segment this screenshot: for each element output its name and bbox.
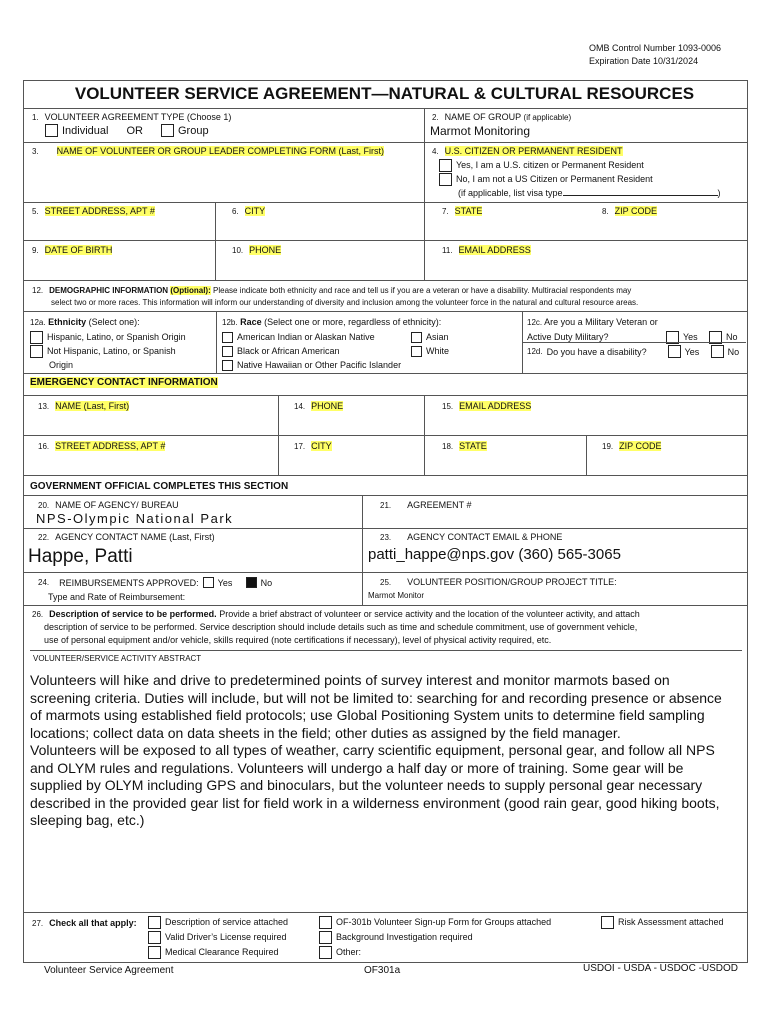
abstract-text[interactable] [30,672,725,830]
field-13-label: 13. NAME (Last, First) [38,401,130,411]
visa-type-label: (if applicable, list visa type [458,188,563,198]
citizen-yes-checkbox[interactable] [439,159,452,172]
field-20-label: 20. NAME OF AGENCY/ BUREAU [38,500,179,510]
asian-label: Asian [426,332,449,342]
field-26-instructions: 26. Description of service to be performed. Provide a brief abstract of volunteer or service activity and the location of the volunteer activity, and attach description of service to be performed. Service description should include details such as time and schedule commitment, use of government vehicle, use of personal equipment and/or vehicle, skills required (note certifications if necessary), level of physical activity required, etc. [32,609,640,645]
field-18-label: 18. STATE [442,441,487,451]
risk-assessment-checkbox[interactable] [601,916,614,929]
footer-form-number: OF301a [364,965,401,976]
ethnicity-section: 12a. Ethnicity (Select one): Hispanic, Latino, or Spanish Origin Not Hispanic, Latino, or Spanish Origin [30,317,186,370]
field-19-label: 19. ZIP CODE [602,441,662,451]
field-3-label: 3. NAME OF VOLUNTEER OR GROUP LEADER COMPLETING FORM (Last, First) [32,146,385,156]
field-11-label: 11. EMAIL ADDRESS [442,245,531,255]
disability-section: 12d. Do you have a disability? Yes No [527,346,740,357]
field-4-label: 4. U.S. CITIZEN OR PERMANENT RESIDENT [432,146,623,156]
agency-contact-email-value[interactable]: patti_happe@nps.gov (360) 565-3065 [368,546,621,563]
white-label: White [426,346,450,356]
footer-left: Volunteer Service Agreement [44,965,174,976]
other-checkbox[interactable] [319,946,332,959]
individual-checkbox[interactable] [45,124,58,137]
reimbursement-no-checkbox[interactable] [246,577,257,588]
description-attached-checkbox[interactable] [148,916,161,929]
field-12-intro: 12. DEMOGRAPHIC INFORMATION (Optional): Please indicate both ethnicity and race and tell us if you are a veteran or have a disability. Multiracial respondents may select two or more races. This information will inform our understanding of diversity and inclusion among the volunteer force in the natural and cultural resource areas. [32,286,639,307]
group-checkbox[interactable] [161,124,174,137]
citizen-no-label: No, I am not a US Citizen or Permanent Resident [456,174,653,184]
black-checkbox[interactable] [222,346,233,357]
hispanic-checkbox[interactable] [30,331,43,344]
expiration-date: Expiration Date 10/31/2024 [589,56,699,66]
field-27-label: 27. Check all that apply: [32,918,137,928]
of301b-checkbox[interactable] [319,916,332,929]
group-name-value[interactable]: Marmot Monitoring [430,124,531,138]
field-16-label: 16. STREET ADDRESS, APT # [38,441,166,451]
agency-contact-name-value[interactable]: Happe, Patti [28,546,133,567]
citizen-no-checkbox[interactable] [439,173,452,186]
emergency-heading: EMERGENCY CONTACT INFORMATION [30,377,218,388]
disability-yes-checkbox[interactable] [668,345,681,358]
drivers-license-checkbox[interactable] [148,931,161,944]
field-23-label: 23. AGENCY CONTACT EMAIL & PHONE [380,532,563,542]
or-label: OR [126,124,143,137]
background-investigation-checkbox[interactable] [319,931,332,944]
abstract-paragraph-1: Volunteers will hike and drive to predetermined points of survey interest and monitor marmots based on screening criteria. Duties will include, but will not be limited to: searching for and recording presence or absence of marmots using established field protocols; use Global Positioning System units to determine field sampling locations; collect data on data sheets in the field; other duties as assigned by the field manager. [30,672,722,741]
native-hawaiian-checkbox[interactable] [222,360,233,371]
reimbursement-type-label: Type and Rate of Reimbursement: [48,592,186,602]
american-indian-label: American Indian or Alaskan Native [237,332,375,342]
field-10-label: 10. PHONE [232,245,282,255]
footer-agencies: USDOI - USDA - USDOC -USDOD [583,963,739,974]
agency-value[interactable]: NPS-Olympic National Park [36,511,234,526]
field-15-label: 15. EMAIL ADDRESS [442,401,532,411]
gov-heading: GOVERNMENT OFFICIAL COMPLETES THIS SECTION [30,481,289,492]
veteran-section: 12c. Are you a Military Veteran or Active Duty Military? Yes No [527,317,738,342]
field-21-label: 21. AGREEMENT # [380,500,472,510]
black-label: Black or African American [237,346,340,356]
field-1-label: 1. VOLUNTEER AGREEMENT TYPE (Choose 1) [32,112,232,122]
american-indian-checkbox[interactable] [222,332,233,343]
native-hawaiian-label: Native Hawaiian or Other Pacific Islander [237,360,402,370]
race-section: 12b. Race (Select one or more, regardless of ethnicity): American Indian or Alaskan Native Asian Black or African American White Native Hawaiian or Other Pacific Islander [222,317,450,370]
agreement-type-options [45,124,209,137]
field-6-label: 6. CITY [232,206,266,216]
disability-no-checkbox[interactable] [711,345,724,358]
check-column-3: Risk Assessment attached [601,915,724,930]
not-hispanic-checkbox[interactable] [30,345,43,358]
group-label: Group [177,124,209,137]
field-17-label: 17. CITY [294,441,332,451]
position-title-value[interactable]: Marmot Monitor [368,591,425,600]
field-9-label: 9. DATE OF BIRTH [32,245,113,255]
field-22-label: 22. AGENCY CONTACT NAME (Last, First) [38,532,215,542]
visa-type-field[interactable] [563,186,718,196]
medical-clearance-checkbox[interactable] [148,946,161,959]
asian-checkbox[interactable] [411,332,422,343]
field-7-label: 7. STATE [442,206,483,216]
form-title: VOLUNTEER SERVICE AGREEMENT—NATURAL & CULTURAL RESOURCES [74,84,695,103]
citizen-yes-label: Yes, I am a U.S. citizen or Permanent Resident [456,160,644,170]
field-25-label: 25. VOLUNTEER POSITION/GROUP PROJECT TITLE: [380,577,617,587]
field-14-label: 14. PHONE [294,401,344,411]
omb-control-number: OMB Control Number 1093-0006 [589,43,722,53]
hispanic-label: Hispanic, Latino, or Spanish Origin [47,332,186,342]
white-checkbox[interactable] [411,346,422,357]
field-5-label: 5. STREET ADDRESS, APT # [32,206,155,216]
abstract-label: VOLUNTEER/SERVICE ACTIVITY ABSTRACT [33,654,202,663]
check-column-1: Description of service attached Valid Driver’s License required Medical Clearance Required [148,915,288,960]
individual-label: Individual [62,124,109,137]
field-8-label: 8. ZIP CODE [602,206,658,216]
citizen-options: Yes, I am a U.S. citizen or Permanent Resident No, I am not a US Citizen or Permanent Resident (if applicable, list visa type ) [439,158,721,200]
abstract-paragraph-2: Volunteers will be exposed to all types of weather, carry scientific equipment, personal gear, and follow all NPS and OLYM rules and regulations. Volunteers will undergo a half day or more of training. Some gear will be supplied by OLYM including GPS and binoculars, but the volunteer needs to supply personal gear necessary described in the provided gear list for field work in a wilderness environment (good rain gear, good hiking boots, sleeping bag, etc.) [30,742,720,828]
check-column-2: OF-301b Volunteer Sign-up Form for Groups attached Background Investigation required Other: [319,915,551,960]
reimbursement-yes-checkbox[interactable] [203,577,214,588]
not-hispanic-label: Not Hispanic, Latino, or Spanish [47,346,176,356]
field-2-label: 2. NAME OF GROUP (if applicable) [432,112,572,122]
field-24-row: 24. REIMBURSEMENTS APPROVED: Yes No [38,577,273,588]
